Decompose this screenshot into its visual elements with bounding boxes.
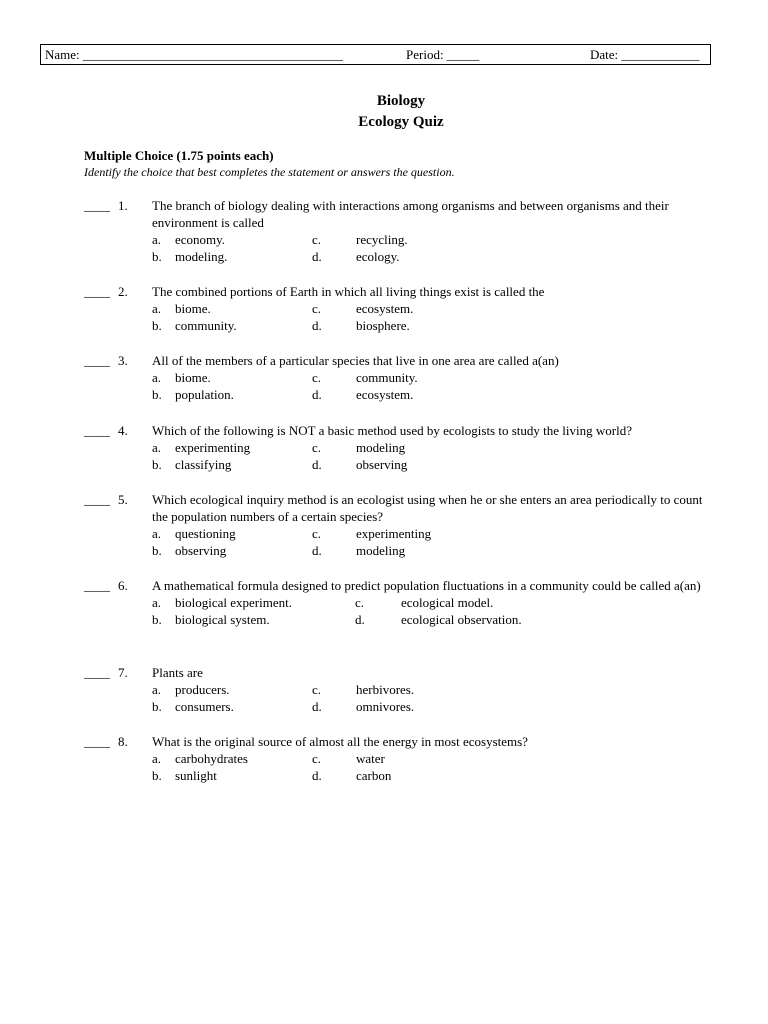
section-heading: Multiple Choice (1.75 points each): [84, 148, 274, 163]
answer-blank[interactable]: ____: [84, 492, 110, 507]
question-number: 6.: [118, 578, 128, 593]
question-number: 2.: [118, 284, 128, 299]
question-text: All of the members of a particular species that live in one area are called a(an): [152, 353, 559, 368]
choice-text: ecosystem.: [356, 301, 414, 316]
choice-letter: b.: [152, 318, 162, 333]
answer-choices: [152, 439, 714, 473]
choice-text: ecology.: [356, 249, 400, 264]
choice-letter: b.: [152, 457, 162, 472]
choice-text: biological experiment.: [175, 595, 292, 610]
choice-text: ecosystem.: [356, 387, 414, 402]
choice-text: modeling: [356, 440, 406, 455]
page-title: Biology: [376, 93, 426, 109]
question-number: 5.: [118, 492, 128, 507]
choice-text: sunlight: [175, 768, 217, 783]
date-field[interactable]: Date: ____________: [590, 47, 700, 62]
question-3: [84, 352, 714, 403]
choice-text: observing: [175, 543, 227, 558]
choice-text: observing: [356, 457, 408, 472]
choice-letter: b.: [152, 387, 162, 402]
choice-letter: c.: [312, 751, 322, 766]
page-subtitle: Ecology Quiz: [358, 114, 444, 130]
choice-text: classifying: [175, 457, 232, 472]
period-field[interactable]: Period: _____: [406, 47, 480, 62]
choice-text: experimenting: [356, 526, 432, 541]
choice-letter: b.: [152, 249, 162, 264]
choice-letter: a.: [152, 440, 162, 455]
answer-blank[interactable]: ____: [84, 734, 110, 749]
choice-letter: d.: [312, 249, 322, 264]
choice-letter: a.: [152, 232, 162, 247]
choice-letter: d.: [355, 612, 365, 627]
choice-letter: a.: [152, 595, 162, 610]
choice-text: population.: [175, 387, 234, 402]
choice-text: modeling: [356, 543, 406, 558]
student-info-box: [40, 44, 711, 65]
choice-letter: d.: [312, 318, 322, 333]
choice-text: biome.: [175, 370, 211, 385]
question-4: [84, 422, 714, 473]
answer-blank[interactable]: ____: [84, 665, 110, 680]
answer-choices: [152, 300, 714, 334]
choice-letter: d.: [312, 457, 322, 472]
question-5: [84, 491, 714, 559]
choice-text: recycling.: [356, 232, 408, 247]
question-text: A mathematical formula designed to predict population fluctuations in a community could be called a(an): [152, 578, 701, 593]
choice-letter: a.: [152, 682, 162, 697]
choice-letter: d.: [312, 699, 322, 714]
choice-text: ecological observation.: [401, 612, 522, 627]
answer-blank[interactable]: ____: [84, 423, 110, 438]
answer-choices: [152, 525, 714, 559]
choice-letter: c.: [355, 595, 365, 610]
choice-letter: c.: [312, 232, 322, 247]
choice-text: consumers.: [175, 699, 234, 714]
choice-text: ecological model.: [401, 595, 494, 610]
answer-choices: [152, 594, 714, 628]
choice-letter: c.: [312, 301, 322, 316]
choice-letter: d.: [312, 387, 322, 402]
choice-letter: d.: [312, 543, 322, 558]
choice-letter: b.: [152, 768, 162, 783]
question-number: 8.: [118, 734, 128, 749]
choice-letter: c.: [312, 370, 322, 385]
choice-text: producers.: [175, 682, 230, 697]
choice-text: carbohydrates: [175, 751, 248, 766]
choice-letter: b.: [152, 699, 162, 714]
question-text: The branch of biology dealing with interactions among organisms and between organisms and their environment is called: [152, 198, 669, 230]
choice-text: biome.: [175, 301, 211, 316]
choice-text: biological system.: [175, 612, 270, 627]
question-6: [84, 577, 714, 628]
choice-text: community.: [356, 370, 418, 385]
choice-text: experimenting: [175, 440, 251, 455]
choice-letter: b.: [152, 543, 162, 558]
question-text: Which ecological inquiry method is an ecologist using when he or she enters an area periodically to count the population numbers of a certain species?: [152, 492, 703, 524]
question-text: Plants are: [152, 665, 203, 680]
answer-choices: [152, 681, 714, 715]
answer-choices: [152, 369, 714, 403]
question-7: [84, 664, 714, 715]
answer-choices: [152, 750, 714, 784]
choice-letter: a.: [152, 526, 162, 541]
question-2: [84, 283, 714, 334]
name-field[interactable]: Name: ________________________________________: [45, 47, 343, 62]
choice-text: herbivores.: [356, 682, 415, 697]
answer-blank[interactable]: ____: [84, 284, 110, 299]
choice-letter: c.: [312, 526, 322, 541]
question-8: [84, 733, 714, 784]
question-text: What is the original source of almost all the energy in most ecosystems?: [152, 734, 528, 749]
choice-text: biosphere.: [356, 318, 410, 333]
choice-letter: a.: [152, 370, 162, 385]
question-1: [84, 197, 714, 265]
answer-blank[interactable]: ____: [84, 578, 110, 593]
question-number: 4.: [118, 423, 128, 438]
choice-text: modeling.: [175, 249, 228, 264]
choice-text: omnivores.: [356, 699, 415, 714]
choice-letter: a.: [152, 301, 162, 316]
answer-choices: [152, 231, 714, 265]
answer-blank[interactable]: ____: [84, 198, 110, 213]
choice-letter: a.: [152, 751, 162, 766]
choice-letter: b.: [152, 612, 162, 627]
choice-text: questioning: [175, 526, 236, 541]
choice-letter: c.: [312, 440, 322, 455]
answer-blank[interactable]: ____: [84, 353, 110, 368]
question-text: Which of the following is NOT a basic method used by ecologists to study the living world?: [152, 423, 632, 438]
question-number: 7.: [118, 665, 128, 680]
choice-text: water: [356, 751, 385, 766]
choice-text: economy.: [175, 232, 226, 247]
choice-letter: c.: [312, 682, 322, 697]
choice-letter: d.: [312, 768, 322, 783]
question-text: The combined portions of Earth in which all living things exist is called the: [152, 284, 545, 299]
choice-text: carbon: [356, 768, 392, 783]
section-instructions: Identify the choice that best completes the statement or answers the question.: [84, 165, 455, 179]
question-number: 1.: [118, 198, 128, 213]
choice-text: community.: [175, 318, 237, 333]
question-number: 3.: [118, 353, 128, 368]
